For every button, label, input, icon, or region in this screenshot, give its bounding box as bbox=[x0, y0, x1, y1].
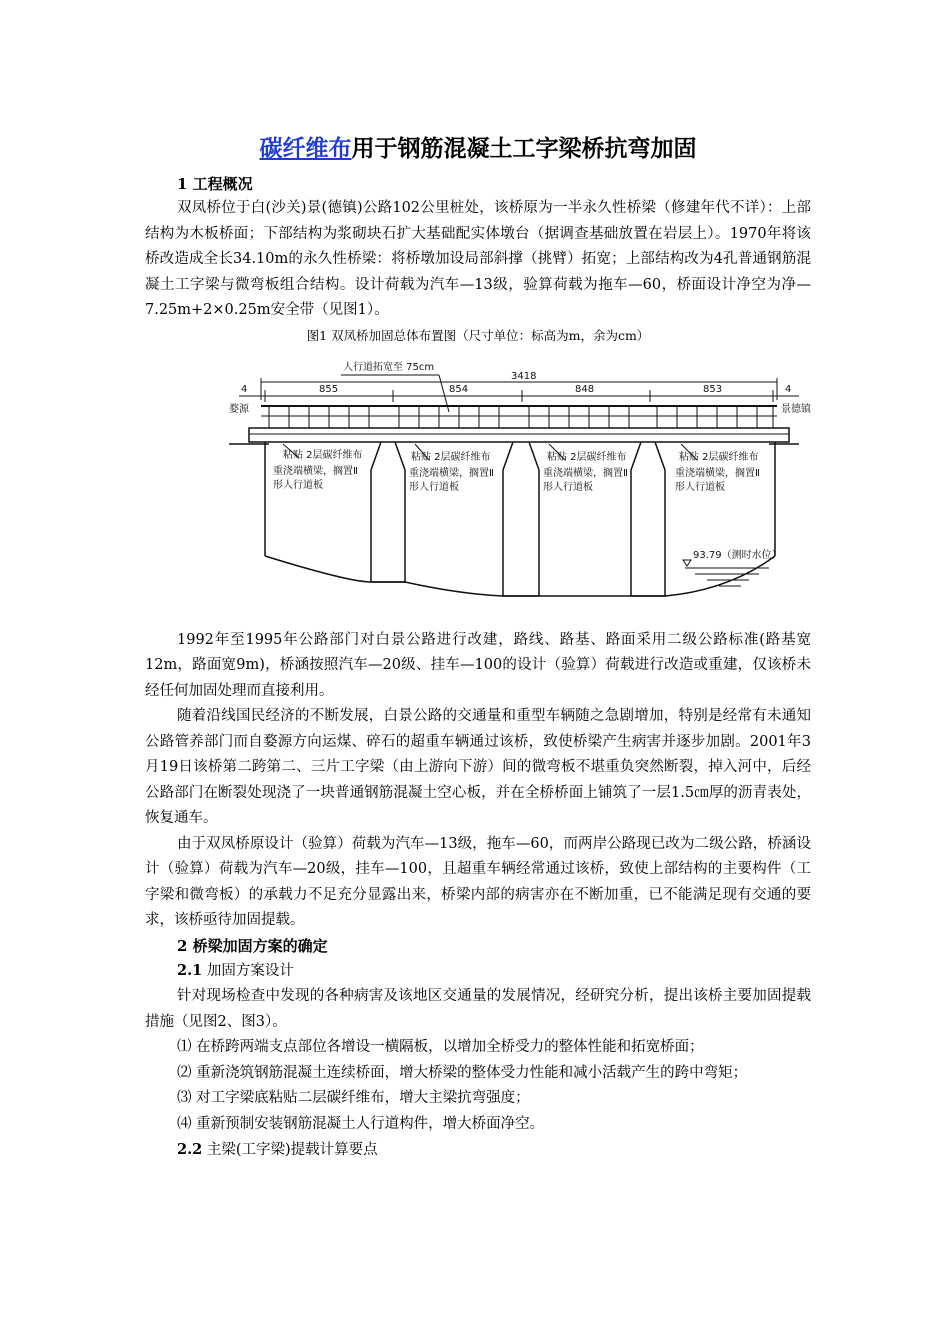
total-length-label: 3418 bbox=[511, 370, 537, 382]
left-place-label: 婺源 bbox=[229, 403, 249, 415]
cfrp-label-span-4: 粘贴 2层碳纤维布 bbox=[679, 451, 759, 463]
right-end-dimension: 4 bbox=[785, 383, 792, 395]
list-item: ⑵ 重新浇筑钢筋混凝土连续桥面，增大桥梁的整体受力性能和减小活载产生的跨中弯矩； bbox=[177, 1064, 748, 1081]
subsection-2-2-heading bbox=[145, 1137, 811, 1164]
span-3-length: 848 bbox=[575, 383, 595, 395]
bridge-elevation-drawing bbox=[229, 350, 811, 612]
span-1-length: 855 bbox=[319, 383, 339, 395]
paragraph: 随着沿线国民经济的不断发展，白景公路的交通量和重型车辆随之急剧增加，特别是经常有未通知公路管养部门而自婺源方向运煤、碎石的超重车辆通过该桥，致使桥梁产生病害并逐步加剧。2001年3月19日该桥第二跨第二、三片工字梁（由上游向下游）间的微弯板不堪重负突然断裂，掉入河中，后经公路部门在断裂处现浇了一块普通钢筋混凝土空心板，并在全桥桥面上铺筑了一层1.5㎝厚的沥青表处，恢复通车。 bbox=[145, 708, 811, 826]
riverbed bbox=[265, 556, 775, 596]
beam-label-span-2-line-1: 重浇端横梁，搁置Ⅱ bbox=[409, 467, 494, 479]
cfrp-label-span-1: 粘贴 2层碳纤维布 bbox=[283, 449, 363, 461]
bridge-deck bbox=[249, 428, 789, 442]
walkway-label: 人行道拓宽至 75cm bbox=[343, 361, 435, 373]
left-end-dimension: 4 bbox=[241, 383, 248, 395]
beam-label-span-3-line-2: 形人行道板 bbox=[543, 481, 593, 493]
list-item: ⑴ 在桥跨两端支点部位各增设一横隔板，以增加全桥受力的整体性能和拓宽桥面； bbox=[177, 1039, 704, 1055]
pier-2 bbox=[503, 442, 539, 596]
span-4-length: 853 bbox=[703, 383, 723, 395]
document-body bbox=[145, 132, 811, 1164]
beam-label-span-2-line-2: 形人行道板 bbox=[409, 481, 459, 493]
beam-label-span-1-line-1: 重浇端横梁，搁置Ⅱ bbox=[273, 465, 358, 477]
document-title bbox=[145, 132, 811, 166]
paragraph: 1992年至1995年公路部门对白景公路进行改建，路线、路基、路面采用二级公路标准(路基宽12m，路面宽9m)，桥涵按照汽车—20级、挂车—100的设计（验算）荷载进行改造或重建，仅该桥未经任何加固处理而直接利用。 bbox=[145, 631, 811, 699]
title-link[interactable]: 碳纤维布 bbox=[259, 135, 352, 162]
section-1-heading: 1 工程概况 bbox=[177, 175, 253, 193]
beam-label-span-4-line-2: 形人行道板 bbox=[675, 481, 725, 493]
figure-1-bridge-layout bbox=[145, 350, 811, 620]
paragraph: 由于双凤桥原设计（验算）荷载为汽车—13级，拖车—60，而两岸公路现已改为二级公路，桥涵设计（验算）荷载为汽车—20级，挂车—100，且超重车辆经常通过该桥，致使上部结构的主要构件（工字梁和微弯板）的承载力不足充分显露出来，桥梁内部的病害亦在不断加重，已不能满足现有交通的要求，该桥亟待加固提载。 bbox=[145, 835, 811, 928]
list-item: ⑷ 重新预制安装钢筋混凝土人行道构件，增大桥面净空。 bbox=[177, 1115, 545, 1132]
section-2-heading: 2 桥梁加固方案的确定 bbox=[177, 936, 328, 955]
beam-label-span-1-line-2: 形人行道板 bbox=[273, 479, 323, 491]
subsection-2-2-title: 主梁(工字梁)提载计算要点 bbox=[202, 1142, 378, 1158]
right-place-label: 景德镇 bbox=[781, 403, 811, 415]
subsection-2-1-title: 加固方案设计 bbox=[202, 962, 294, 979]
subsection-2-1-heading bbox=[145, 958, 811, 985]
subsection-2-1-number: 2.1 bbox=[177, 961, 203, 979]
figure-1-caption: 图1 双凤桥加固总体布置图（尺寸单位：标高为m，余为cm） bbox=[306, 327, 650, 343]
pier-1 bbox=[371, 442, 405, 582]
cfrp-label-span-2: 粘贴 2层碳纤维布 bbox=[411, 451, 491, 463]
span-2-length: 854 bbox=[449, 383, 469, 395]
paragraph: 针对现场检查中发现的各种病害及该地区交通量的发展情况，经研究分析，提出该桥主要加固提载措施（见图2、图3）。 bbox=[145, 988, 811, 1030]
subsection-2-2-number: 2.2 bbox=[177, 1141, 203, 1158]
cfrp-label-span-3: 粘贴 2层碳纤维布 bbox=[547, 451, 627, 463]
water-level-label: 93.79（测时水位） bbox=[693, 549, 782, 561]
list-item: ⑶ 对工字梁底粘贴二层碳纤维布，增大主梁抗弯强度； bbox=[177, 1090, 530, 1106]
beam-label-span-4-line-1: 重浇端横梁，搁置Ⅱ bbox=[675, 467, 760, 479]
paragraph: 双凤桥位于白(沙关)景(德镇)公路102公里桩处，该桥原为一半永久性桥梁（修建年代不详）：上部结构为木板桥面；下部结构为浆砌块石扩大基础配实体墩台（据调查基础放置在岩层上）。1970年将该桥改造成全长34.10m的永久性桥梁：将桥墩加设局部斜撑（挑臂）拓宽；上部结构改为4孔普通钢筋混凝土工字梁与微弯板组合结构。设计荷载为汽车—13级，验算荷载为拖车—60，桥面设计净空为净—7.25m+2×0.25m安全带（见图1）。 bbox=[145, 200, 811, 318]
title-text: 用于钢筋混凝土工字梁桥抗弯加固 bbox=[351, 135, 697, 162]
pier-3 bbox=[631, 442, 665, 596]
beam-label-span-3-line-1: 重浇端横梁，搁置Ⅱ bbox=[543, 467, 628, 479]
